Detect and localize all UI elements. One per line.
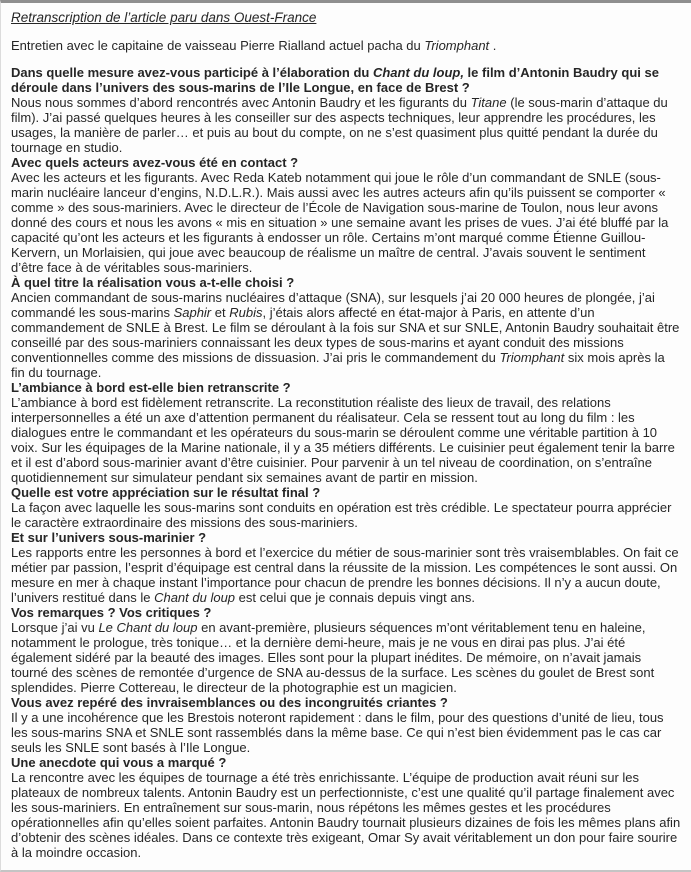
question-paragraph <box>11 695 681 710</box>
text-run: Dans quelle mesure avez-vous participé à l’élaboration du <box>11 65 373 80</box>
text-run: Entretien avec le capitaine de vaisseau Pierre Rialland actuel pacha du <box>11 38 425 53</box>
intro-paragraph <box>11 38 681 53</box>
text-run: Nous nous sommes d’abord rencontrés avec Antonin Baudry et les figurants du <box>11 95 471 110</box>
question-paragraph <box>11 380 681 395</box>
qa-section <box>11 65 681 860</box>
answer-paragraph <box>11 620 681 695</box>
italic-text: Chant du loup, <box>372 65 464 80</box>
text-run: L’ambiance à bord est fidèlement retranscrite. La reconstitution réaliste des lieux de travail, des relations interpersonnelles a été un axe d’attention permanent du réalisateur. Cela se ressent tout au long du film : les dialogues entre le commandant et les opérateurs du sous-marin se déroulent comme une véritable partition à 10 voix. Sur les équipages de la Marine nationale, il y a 35 métiers différents. Le cuisinier peut également tenir la barre et il est d’abord sous-marinier avant d’être cuisinier. Pour parvenir à un tel niveau de coordination, on s’entraîne quotidiennement sur simulateur pendant six semaines avant de partir en mission. <box>11 395 675 485</box>
answer-paragraph <box>11 395 681 485</box>
text-run: (le sous-marin d’attaque du film). J’ai passé quelques heures à les conseiller sur des aspects techniques, leur apprendre les procédures, les usages, la manière de parler… et puis au bout du compte, on ne s’est quasiment plus quitté pendant la durée du tournage en studio. <box>11 95 668 155</box>
text-run: Quelle est votre appréciation sur le résultat final ? <box>11 485 321 500</box>
answer-paragraph <box>11 500 681 530</box>
italic-text: Titane <box>470 95 507 110</box>
text-run: Avec quels acteurs avez-vous été en contact ? <box>11 155 299 170</box>
answer-paragraph <box>11 770 681 860</box>
italic-text: Rubis <box>229 305 263 320</box>
text-run: le film d’Antonin Baudry qui se déroule dans l’univers des sous-marins de l’Ile Longue, en face de Brest ? <box>11 65 659 95</box>
answer-paragraph <box>11 545 681 605</box>
question-paragraph <box>11 275 681 290</box>
text-run: Avec les acteurs et les figurants. Avec Reda Kateb notamment qui joue le rôle d’un commandant de SNLE (sous-marin nucléaire lanceur d’engins, N.D.L.R.). Mais aussi avec les autres acteurs afin qu’ils puissent se comporter « comme » des sous-mariniers. Avec le directeur de l’École de Navigation sous-marine de Toulon, nous leur avons donné des cours et nous les avons « mis en situation » une semaine avant les prises de vues. J’ai été bluffé par la capacité qu’ont les acteurs et les figurants à endosser un rôle. Certains m’ont marqué comme Étienne Guillou-Kervern, un Morlaisien, qui joue avec beaucoup de réalisme un maître de central. J’avais souvent le sentiment d’être face à de véritables sous-mariniers. <box>11 170 669 275</box>
article-title: Retranscription de l’article paru dans Ouest-France <box>11 10 317 25</box>
italic-text: Le Chant du loup <box>98 620 198 635</box>
text-run: Ancien commandant de sous-marins nucléaires d’attaque (SNA), sur lesquels j’ai 20 000 heures de plongée, j’ai commandé les sous-marins <box>11 290 655 320</box>
text-run: est celui que je connais depuis vingt ans. <box>235 590 475 605</box>
text-run: Et sur l’univers sous-marinier ? <box>11 530 207 545</box>
answer-paragraph <box>11 710 681 755</box>
text-run: en avant-première, plusieurs séquences m’ont véritablement tenu en haleine, notamment le prologue, très tonique… et la dernière demi-heure, mais je ne vous en dirai pas plus. J’ai été également sidéré par la beauté des images. Elles sont pour la plupart inédites. De mémoire, on n’avait jamais tourné des scènes de remontée d’urgence de SNA au-dessus de la surface. Les scènes du goulet de Brest sont splendides. Pierre Cottereau, le directeur de la photographie est un magicien. <box>11 620 655 695</box>
text-run: . <box>489 38 497 53</box>
text-run: six mois après la fin du tournage. <box>11 350 665 380</box>
text-run: Lorsque j’ai vu <box>11 620 99 635</box>
italic-text: Triomphant <box>424 38 490 53</box>
text-run: Vous avez repéré des invraisemblances ou des incongruités criantes ? <box>11 695 448 710</box>
text-run: Il y a une incohérence que les Brestois noteront rapidement : dans le film, pour des questions d’unité de lieu, tous les sous-marins SNA et SNLE sont rassemblés dans la même base. Ce qui n’est bien évidemment pas le cas car seuls les SNLE sont basés à l’Ile Longue. <box>11 710 664 755</box>
text-run: Une anecdote qui vous a marqué ? <box>11 755 227 770</box>
text-run: La façon avec laquelle les sous-marins sont conduits en opération est très crédible. Le spectateur pourra apprécier le caractère extraordinaire des missions des sous-mariniers. <box>11 500 672 530</box>
italic-text: Saphir <box>173 305 212 320</box>
answer-paragraph <box>11 95 681 155</box>
text-run: Vos remarques ? Vos critiques ? <box>11 605 212 620</box>
text-run: , j’étais alors affecté en état-major à Paris, en attente d’un commandement de SNLE à Brest. Le film se déroulant à la fois sur SNA et sur SNLE, Antonin Baudry souhaitait être conseillé par des sous-mariniers connaissant les deux types de sous-marins et ayant conduit des missions conventionnelles comme des missions de dissuasion. J’ai pris le commandement du <box>11 305 680 365</box>
text-run: À quel titre la réalisation vous a-t-elle choisi ? <box>11 275 295 290</box>
question-paragraph <box>11 155 681 170</box>
question-paragraph <box>11 65 681 95</box>
question-paragraph <box>11 605 681 620</box>
text-run: et <box>211 305 230 320</box>
question-paragraph <box>11 485 681 500</box>
question-paragraph <box>11 755 681 770</box>
text-run: La rencontre avec les équipes de tournage a été très enrichissante. L’équipe de production avait réuni sur les plateaux de nombreux talents. Antonin Baudry est un perfectionniste, c’est une qualité qu’il partage finalement avec les sous-mariniers. En entraînement sur sous-marin, nous répétons les mêmes gestes et les procédures opérationnelles afin qu’elles soient parfaites. Antonin Baudry tournait plusieurs dizaines de fois les mêmes plans afin d’obtenir des scènes idéales. Dans ce contexte très exigeant, Omar Sy avait véritablement un don pour faire sourire à la moindre occasion. <box>11 770 681 860</box>
answer-paragraph <box>11 170 681 275</box>
italic-text: Chant du loup <box>154 590 236 605</box>
text-run: Les rapports entre les personnes à bord et l’exercice du métier de sous-marinier sont très vraisemblables. On fait ce métier par passion, l’esprit d’équipage est central dans la réussite de la mission. Les compétences le sont aussi. On mesure en mer à chaque instant l’importance pour chacun de prendre les bonnes décisions. Il n’y a aucun doute, l’univers restitué dans le <box>11 545 679 605</box>
italic-text: Triomphant <box>499 350 565 365</box>
question-paragraph <box>11 530 681 545</box>
text-run: L’ambiance à bord est-elle bien retranscrite ? <box>11 380 291 395</box>
answer-paragraph <box>11 290 681 380</box>
